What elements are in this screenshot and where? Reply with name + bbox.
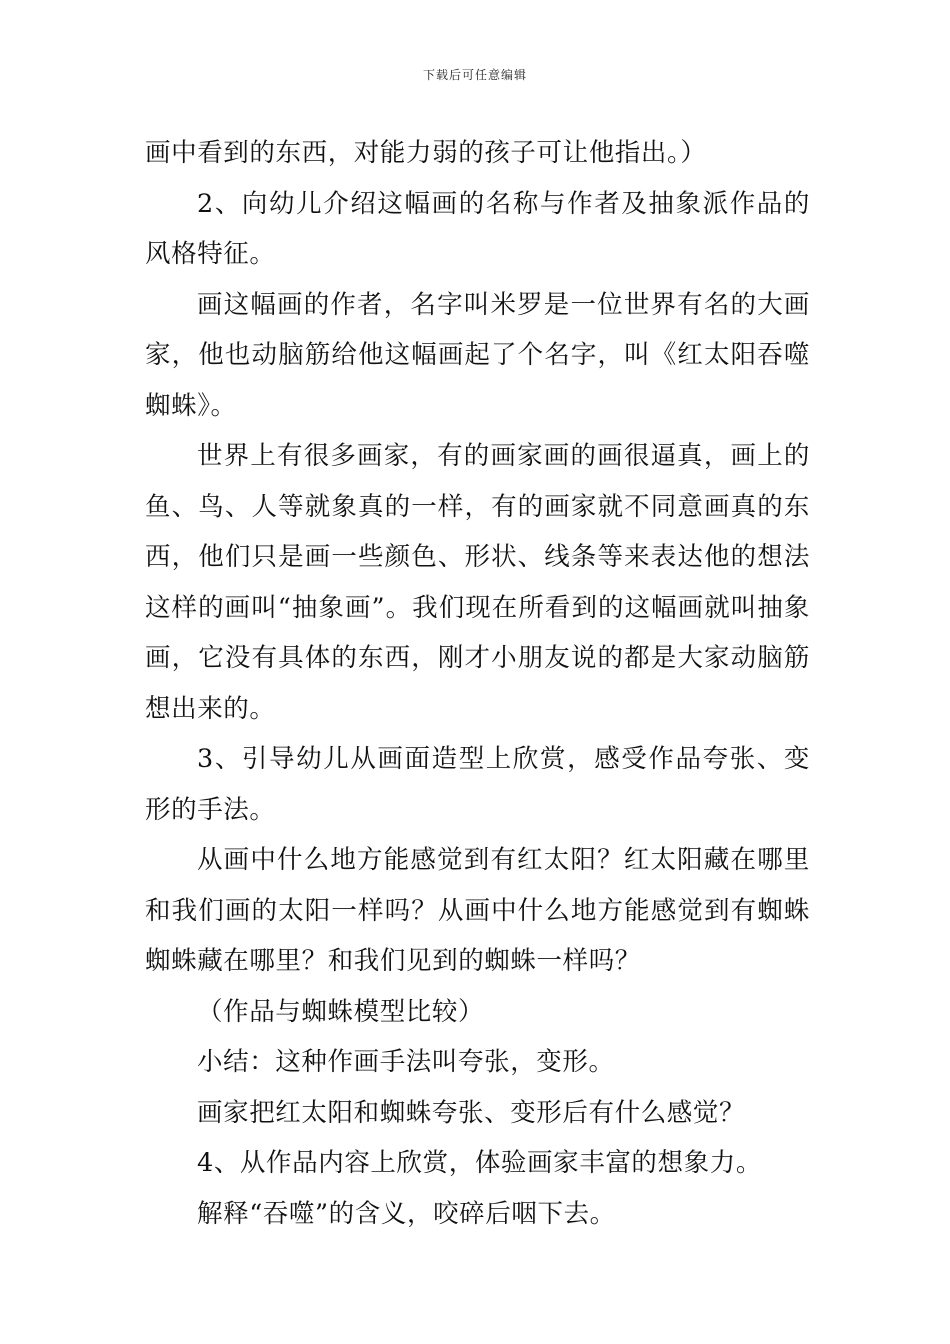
paragraph-step-2: 2、向幼儿介绍这幅画的名称与作者及抽象派作品的风格特征。: [145, 188, 810, 269]
paragraph-step-3: 3、引导幼儿从画面造型上欣赏，感受作品夸张、变形的手法。: [145, 744, 810, 825]
paragraph-continuation: 画中看到的东西，对能力弱的孩子可让他指出。）: [145, 138, 707, 168]
paragraph-author-intro: 画这幅画的作者，名字叫米罗是一位世界有名的大画家，他也动脑筋给他这幅画起了个名字，叫《红太阳吞噬蜘蛛》。: [145, 289, 810, 421]
paragraph-abstract-explanation: 世界上有很多画家，有的画家画的画很逼真，画上的鱼、鸟、人等就象真的一样，有的画家就不同意画真的东西，他们只是画一些颜色、形状、线条等来表达他的想法这样的画叫“抽象画”。我们现在所看到的这幅画就叫抽象画，它没有具体的东西，刚才小朋友说的都是大家动脑筋想出来的。: [145, 441, 810, 724]
paragraph-step-4: 4、从作品内容上欣赏，体验画家丰富的想象力。: [197, 1148, 762, 1178]
paragraph-summary: 小结：这种作画手法叫夸张，变形。: [197, 1047, 615, 1077]
page-header: 下载后可任意编辑: [422, 68, 527, 82]
paragraph-definition: 解释“吞噬”的含义，咬碎后咽下去。: [197, 1198, 616, 1229]
document-body: [145, 128, 810, 1239]
paragraph-questions: 从画中什么地方能感觉到有红太阳？红太阳藏在哪里和我们画的太阳一样吗？从画中什么地方能感觉到有蜘蛛蜘蛛藏在哪里？和我们见到的蜘蛛一样吗？: [145, 845, 810, 976]
paragraph-feeling-question: 画家把红太阳和蜘蛛夸张、变形后有什么感觉？: [197, 1097, 746, 1128]
paragraph-comparison-note: （作品与蜘蛛模型比较）: [197, 996, 485, 1027]
